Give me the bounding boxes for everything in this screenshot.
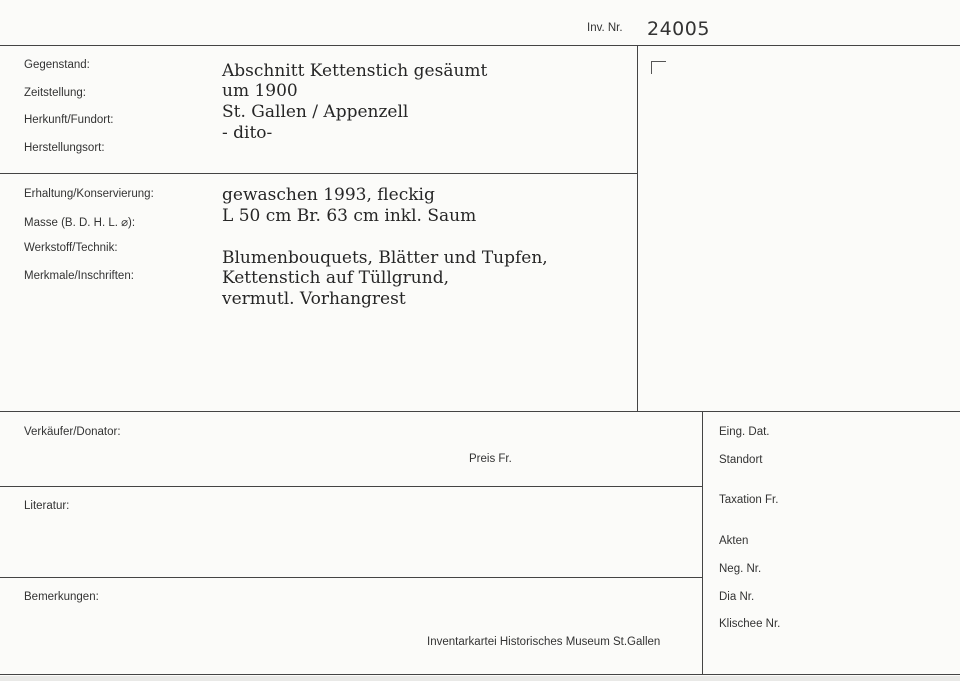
label-herkunft: Herkunft/Fundort: <box>24 114 114 126</box>
value-herkunft: St. Gallen / Appenzell <box>222 102 409 122</box>
section-rule-2 <box>0 411 960 412</box>
label-masse: Masse (B. D. H. L. ⌀): <box>24 217 136 229</box>
label-preis: Preis Fr. <box>469 453 512 465</box>
section-rule-4 <box>0 577 702 578</box>
label-gegenstand: Gegenstand: <box>24 59 90 71</box>
label-neg-nr: Neg. Nr. <box>719 563 762 575</box>
label-akten: Akten <box>719 535 749 547</box>
value-technik-line-1: Blumenbouquets, Blätter und Tupfen, <box>222 248 548 268</box>
bottom-rule <box>0 674 960 675</box>
label-werkstoff: Werkstoff/Technik: <box>24 242 118 254</box>
value-gegenstand: Abschnitt Kettenstich gesäumt <box>222 61 488 81</box>
label-verkaeufer: Verkäufer/Donator: <box>24 426 121 438</box>
photo-corner-mark <box>651 61 666 74</box>
value-masse: L 50 cm Br. 63 cm inkl. Saum <box>222 206 477 226</box>
label-zeitstellung: Zeitstellung: <box>24 87 87 99</box>
photo-box-divider <box>637 45 638 412</box>
value-erhaltung: gewaschen 1993, fleckig <box>222 185 435 205</box>
label-erhaltung: Erhaltung/Konservierung: <box>24 188 154 200</box>
value-technik-line-3: vermutl. Vorhangrest <box>222 289 406 309</box>
label-bemerkungen: Bemerkungen: <box>24 591 99 603</box>
label-klischee-nr: Klischee Nr. <box>719 618 781 630</box>
top-rule <box>0 45 960 46</box>
label-standort: Standort <box>719 454 763 466</box>
value-technik-line-2: Kettenstich auf Tüllgrund, <box>222 268 449 288</box>
inv-nr-label: Inv. Nr. <box>587 22 623 34</box>
section-rule-3 <box>0 486 702 487</box>
value-zeitstellung: um 1900 <box>222 81 298 101</box>
section-rule-1 <box>0 173 637 174</box>
right-column-divider <box>702 411 703 674</box>
label-herstellungsort: Herstellungsort: <box>24 142 105 154</box>
inv-number: 24005 <box>647 18 710 40</box>
label-dia-nr: Dia Nr. <box>719 591 755 603</box>
label-merkmale: Merkmale/Inschriften: <box>24 270 134 282</box>
footer-institution: Inventarkartei Historisches Museum St.Gallen <box>427 636 661 648</box>
value-herstellungsort: - dito- <box>222 123 273 143</box>
label-literatur: Literatur: <box>24 500 70 512</box>
label-eing-dat: Eing. Dat. <box>719 426 770 438</box>
label-taxation: Taxation Fr. <box>719 494 779 506</box>
